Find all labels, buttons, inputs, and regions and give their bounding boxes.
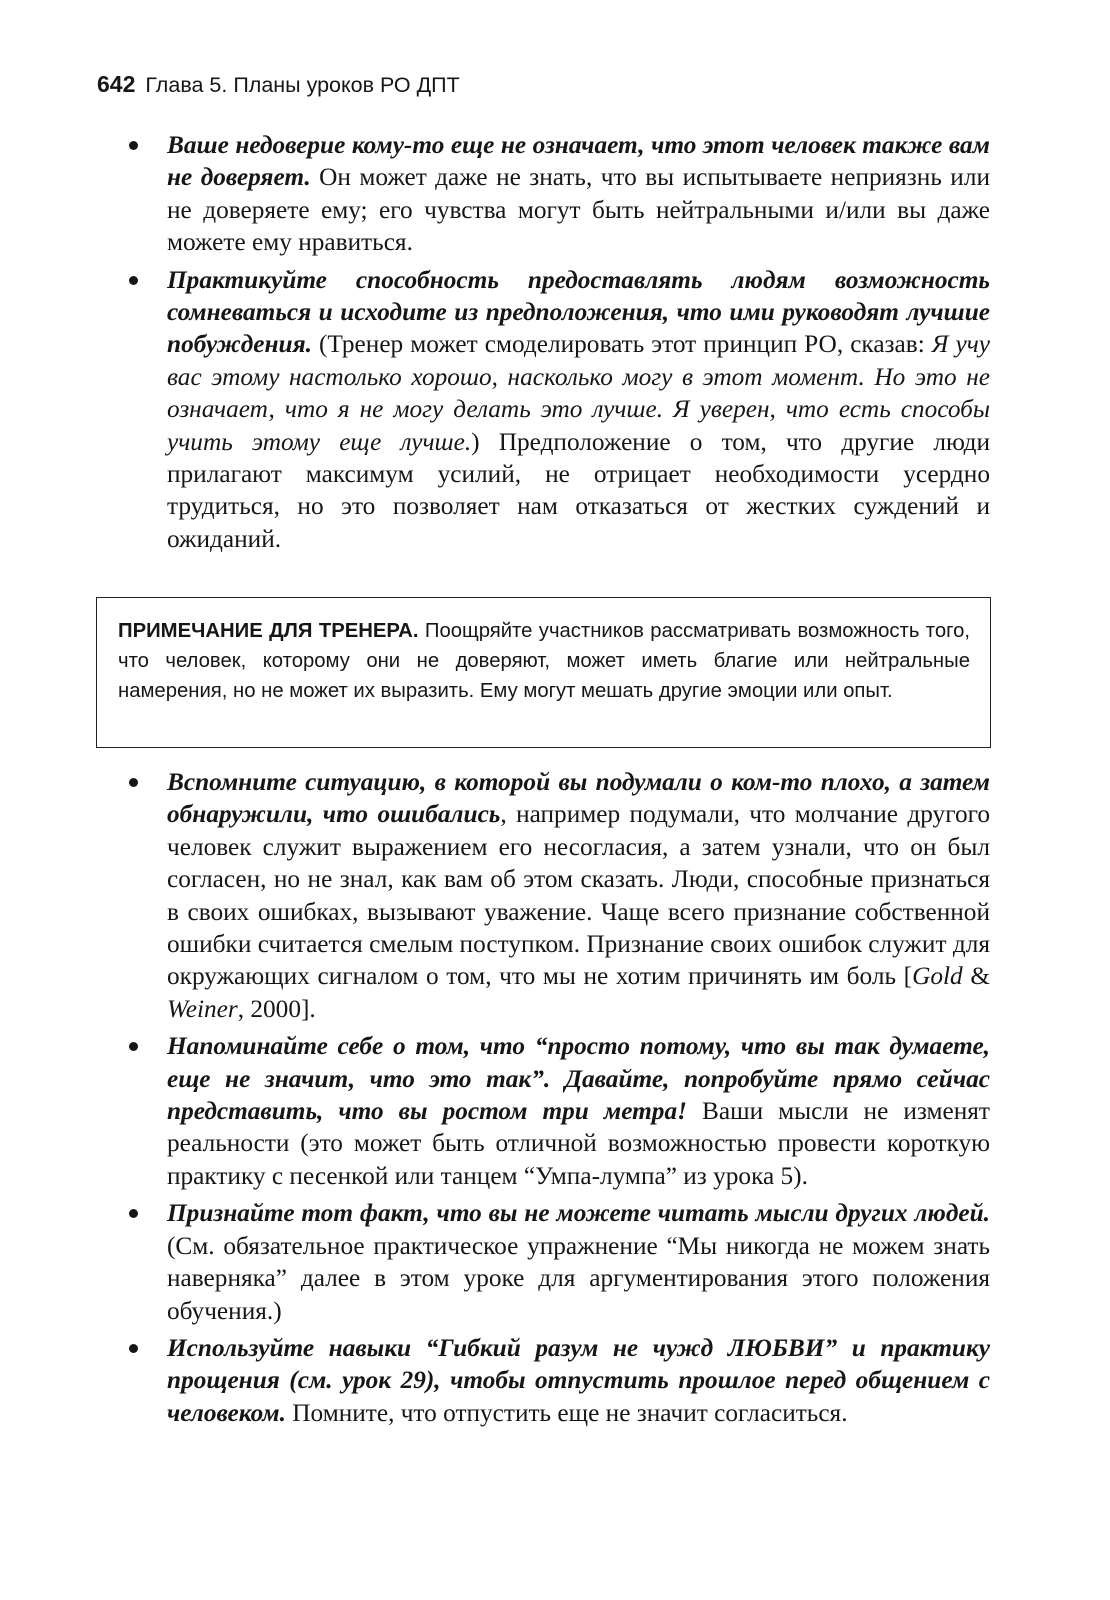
bullet-text: (Тренер может смоделировать этот принцип РО, сказав: <box>311 330 932 359</box>
bullet-list-bottom <box>167 766 990 1434</box>
bullet-text: Он может даже не знать, что вы испытываете неприязнь или не доверяете ему; его чувства могут быть нейтральными и/или вы даже можете ему нравиться. <box>167 163 990 257</box>
trainer-note-box <box>96 597 991 748</box>
trainer-note-text: Поощряйте участников рассматривать возможность того, что человек, которому они не доверяют, может иметь благие или нейтральные намерения, но не может их выразить. Ему могут мешать другие эмоции или опыт. <box>118 620 970 702</box>
bullet-text: (См. обязательное практическое упражнение “Мы никогда не можем знать наверняка” далее в этом уроке для аргументирования этого положения обучения.) <box>167 1231 990 1325</box>
citation-author: Gold <box>912 962 963 991</box>
bullet-text: , 2000]. <box>237 994 316 1023</box>
bullet-bold-lead: Практикуйте способность предоставлять людям возможность сомневаться и исходите из предположения, что ими руководят лучшие побуждения. <box>167 265 990 359</box>
bullet-text: Ваши мысли не изменят реальности (это может быть отличной возможностью провести короткую практику с песенкой или танцем “Умпа-лумпа” из урока 5). <box>167 1097 990 1190</box>
bullet-item <box>167 1332 990 1429</box>
chapter-title: Глава 5. Планы уроков РО ДПТ <box>145 73 460 97</box>
page-number: 642 <box>97 71 136 97</box>
bullet-item <box>167 1197 990 1327</box>
running-head <box>97 69 460 100</box>
bullet-bold-lead: Используйте навыки “Гибкий разум не чужд ЛЮБВИ” и практику прощения (см. урок 29), чтобы отпустить прошлое перед общением с человеком. <box>167 1333 990 1427</box>
bullet-bold-lead: Вспомните ситуацию, в которой вы подумали о ком-то плохо, а затем обнаружили, что ошибались <box>167 768 990 829</box>
citation-author: Weiner <box>167 994 238 1023</box>
bullet-italic-quote: Я учу вас этому настолько хорошо, насколько могу в этот момент. Но это не означает, что я не могу делать это лучше. Я уверен, что есть способы учить этому еще лучше. <box>167 330 990 456</box>
bullet-bold-lead: Ваше недоверие кому-то еще не означает, что этот человек также вам не доверяет. <box>167 131 990 192</box>
bullet-text: Помните, что отпустить еще не значит согласиться. <box>285 1398 848 1427</box>
bullet-bold-lead: Признайте тот факт, что вы не можете читать мысли других людей. <box>167 1199 990 1228</box>
bullet-item <box>167 1030 990 1192</box>
bullet-text: ) Предположение о том, что другие люди прилагают максимум усилий, не отрицает необходимости усердно трудиться, но это позволяет нам отказаться от жестких суждений и ожиданий. <box>167 427 990 553</box>
bullet-list-top <box>167 129 990 560</box>
bullet-bold-lead: Напоминайте себе о том, что “просто потому, что вы так думаете, еще не значит, что это так”. Давайте, попробуйте прямо сейчас представить, что вы ростом три метра! <box>167 1032 990 1126</box>
bullet-item <box>167 766 990 1025</box>
bullet-item <box>167 264 990 556</box>
bullet-text: , например подумали, что молчание другого человек служит выражением его несогласия, а затем узнали, что он был согласен, но не знал, как вам об этом сказать. Люди, способные признаться в своих ошибках, вызывают уважение. Чаще всего признание собственной ошибки считается смелым поступком. Признание своих ошибок служит для окружающих сигналом о том, что мы не хотим причинять им боль [ <box>167 800 990 991</box>
bullet-item <box>167 129 990 259</box>
trainer-note-label: ПРИМЕЧАНИЕ ДЛЯ ТРЕНЕРА. <box>118 620 419 642</box>
bullet-text: & <box>962 962 990 991</box>
